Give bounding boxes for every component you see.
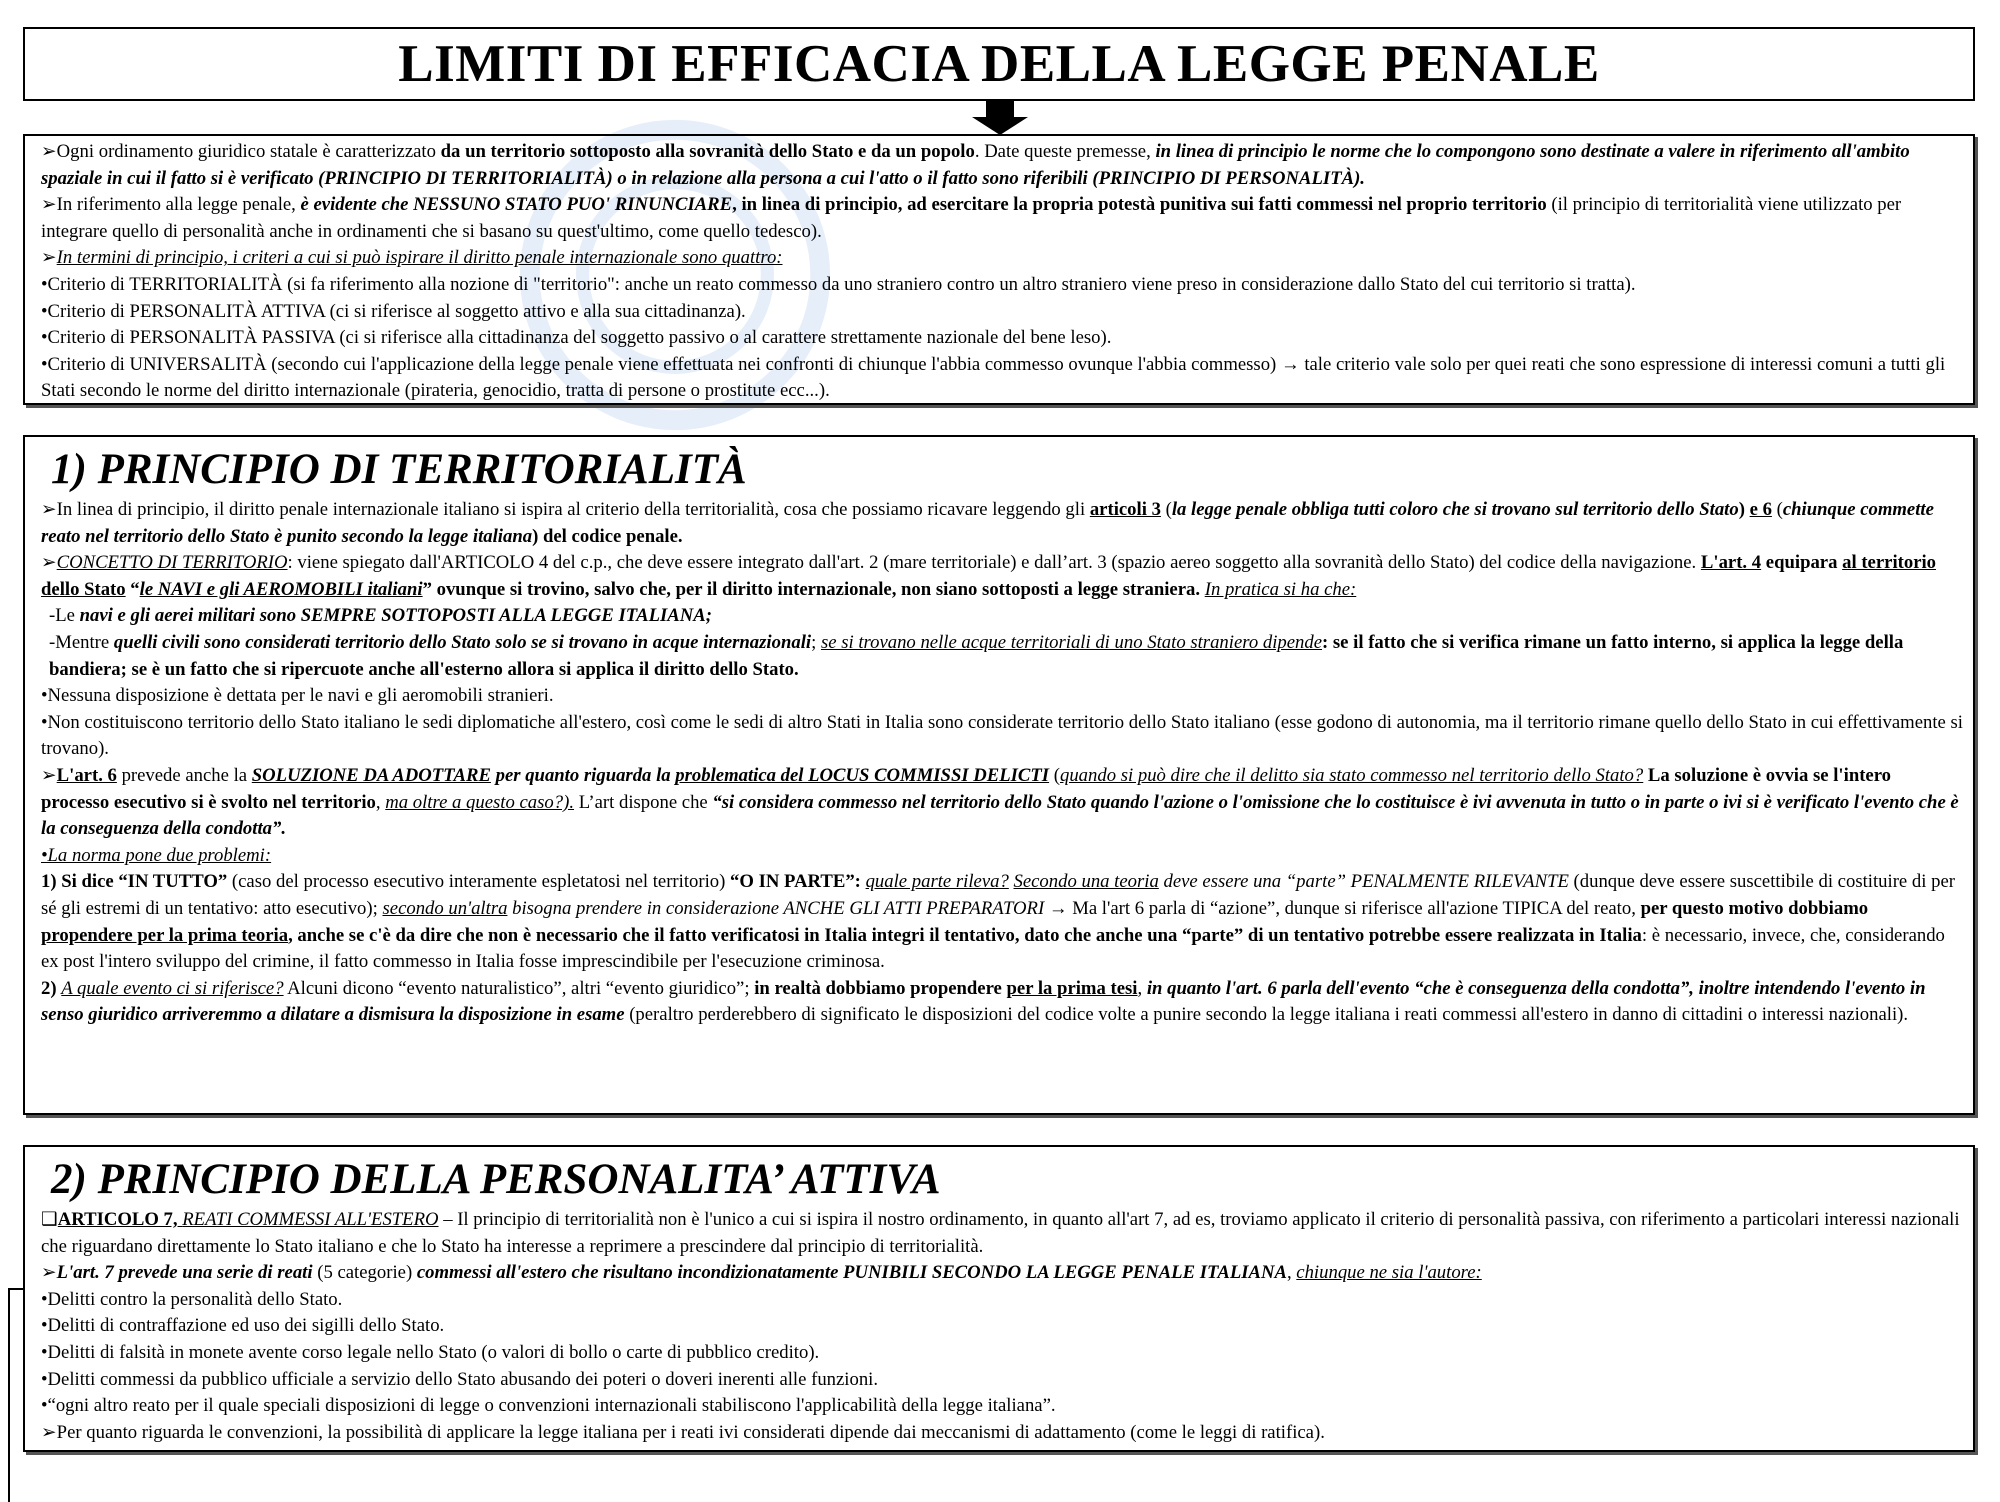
- text: da un territorio sottoposto alla sovranità dello Stato e da un popolo: [440, 141, 975, 162]
- section-heading: 1) PRINCIPIO DI TERRITORIALITÀ: [51, 446, 747, 493]
- pers-paragraph-3: [41, 1420, 1963, 1447]
- section-heading: 2) PRINCIPIO DELLA PERSONALITA’ ATTIVA: [51, 1156, 941, 1203]
- intro-paragraph-3: [41, 245, 1963, 272]
- text: ARTICOLO 7,: [57, 1209, 183, 1230]
- terr-dash-item-2: [41, 630, 1963, 683]
- text: ;: [811, 631, 821, 653]
- text: ): [1738, 499, 1750, 520]
- text: A quale evento ci si riferisce?: [61, 977, 284, 999]
- text: equipara: [1761, 552, 1843, 574]
- terr-bullet-1: •Nessuna disposizione è dettata per le navi e gli aeromobili stranieri.: [41, 685, 554, 707]
- text: per quanto riguarda la: [490, 764, 676, 786]
- text: In termini di principio, i criteri a cui si può ispirare il diritto penale internazionale sono quattro:: [56, 247, 783, 269]
- arrow-bullet-icon: ➢: [41, 764, 57, 786]
- terr-paragraph-3: [41, 763, 1963, 843]
- text: (dunque deve essere suscettibile di costituire di per sé gli estremi di un tentativo: atto esecutivo);: [41, 871, 1955, 919]
- text: → Ma l'art 6 parla di “azione”, dunque si riferisce all'azione TIPICA del reato,: [1044, 897, 1641, 919]
- text: se si trovano nelle acque territoriali di uno Stato straniero dipende: [820, 631, 1323, 653]
- text: L'art. 4: [1700, 552, 1762, 574]
- side-bracket-line: [8, 1288, 24, 1502]
- text: In riferimento alla legge penale,: [56, 194, 301, 216]
- pers-list-item: •Delitti di contraffazione ed uso dei sigilli dello Stato.: [41, 1315, 445, 1337]
- pers-paragraph-1: [41, 1207, 1963, 1260]
- terr-problem-1: [41, 869, 1963, 975]
- text: (peraltro perderebbero di significato le disposizioni del codice volte a punire secondo la legge italiana i reati commessi all'estero in danno di cittadini o interessi nazionali).: [624, 1004, 1909, 1026]
- text: ,: [375, 791, 386, 813]
- text: (il principio di territorialità viene utilizzato per integrare quello di personalità anche in ordinamenti che si basano su quest'ultimo, come quello tedesco).: [41, 194, 1902, 242]
- arrow-bullet-icon: ➢: [41, 1262, 57, 1284]
- arrow-bullet-icon: ➢: [41, 1421, 57, 1443]
- text: navi e gli aerei militari sono SEMPRE SOTTOPOSTI ALLA LEGGE ITALIANA;: [79, 605, 712, 627]
- text: In linea di principio, il diritto penale internazionale italiano si ispira al criterio della territorialità, cosa che possiamo ricavare leggendo gli: [56, 499, 1090, 520]
- pers-paragraph-2: [41, 1260, 1963, 1287]
- text: commessi all'estero che risultano incondizionatamente PUNIBILI SECONDO LA LEGGE PENALE ITALIANA: [416, 1262, 1287, 1284]
- text: ma oltre a questo caso?).: [385, 791, 575, 813]
- text: (: [1771, 499, 1783, 520]
- intro-paragraph-1: [41, 139, 1963, 192]
- text: , anche se c'è da dire che non è necessario che il fatto verificatosi in Italia integri il tentativo, dato che anche una “parte” di un tentativo potrebbe essere realizzata in Italia: [288, 924, 1642, 946]
- text: “si considera commesso nel territorio dello Stato quando l'azione o l'omissione che lo costituisce è ivi avvenuta in tutto o in parte o ivi si è verificato l'evento che è la conseguenza della condotta”.: [41, 791, 1959, 840]
- terr-dash-item-1: [41, 603, 1963, 630]
- text: , in linea di principio, ad esercitare la propria potestà punitiva sui fatti commessi nel proprio territorio: [732, 194, 1547, 216]
- box-bullet-icon: ❑: [41, 1209, 58, 1230]
- text: (: [1160, 499, 1172, 520]
- terr-paragraph-1: [41, 497, 1963, 550]
- pers-list-item: •“ogni altro reato per il quale speciali disposizioni di legge o convenzioni internazionali stabiliscono l'applicabilità della legge italiana”.: [41, 1395, 1056, 1417]
- pers-list-item: •Delitti commessi da pubblico ufficiale a servizio dello Stato abusando dei poteri o doveri inerenti alle funzioni.: [41, 1368, 879, 1390]
- text: le NAVI e gli AEROMOBILI italiani: [139, 578, 423, 600]
- text: -Le: [49, 605, 80, 627]
- text: è evidente che NESSUNO STATO PUO' RINUNCIARE: [300, 194, 733, 216]
- text: chiunque commette reato nel territorio dello Stato è punito secondo la legge italiana: [41, 499, 1934, 547]
- text: . Date queste premesse,: [974, 141, 1156, 162]
- text: L'art. 7 prevede una serie di reati: [56, 1262, 313, 1284]
- text: chiunque ne sia l'autore:: [1296, 1262, 1482, 1284]
- text: quando si può dire che il delitto sia stato commesso nel territorio dello Stato?: [1059, 764, 1644, 786]
- criterion-passive-personality: •Criterio di PERSONALITÀ PASSIVA (ci si riferisce alla cittadinanza del soggetto passivo o al carattere strettamente nazionale del bene leso).: [41, 327, 1112, 349]
- arrow-bullet-icon: ➢: [41, 552, 57, 574]
- text: problematica del LOCUS COMMISSI DELICTI: [675, 764, 1050, 786]
- pers-list-item: •Delitti di falsità in monete avente corso legale nello Stato (o valori di bollo o carte di pubblico credito).: [41, 1341, 820, 1363]
- arrow-bullet-icon: ➢: [41, 247, 57, 269]
- text: per questo motivo dobbiamo: [1640, 897, 1869, 919]
- text: (: [1049, 764, 1060, 786]
- text: “O IN PARTE”:: [730, 871, 866, 893]
- text: “: [125, 578, 140, 600]
- arrow-bullet-icon: ➢: [41, 194, 57, 216]
- text: articoli 3: [1089, 499, 1161, 520]
- terr-paragraph-2: [41, 550, 1963, 603]
- text: propendere per la prima teoria: [41, 924, 289, 946]
- text: quale parte rileva?: [865, 871, 1009, 893]
- text: in quanto l'art. 6 parla dell'evento “che è conseguenza della condotta”, inoltre intendendo l'evento in senso giuridico arriveremmo a dilatare a dismisura la disposizione in esame: [41, 977, 1926, 1026]
- text: per la prima tesi: [1006, 977, 1138, 999]
- text: (5 categorie): [312, 1262, 417, 1284]
- text: deve essere una “parte” PENALMENTE RILEVANTE: [1158, 871, 1569, 893]
- criterion-universality: [41, 352, 1963, 405]
- arrow-bullet-icon: ➢: [41, 499, 57, 520]
- text: bisogna prendere in considerazione ANCHE GLI ATTI PREPARATORI: [507, 897, 1045, 919]
- page-title: LIMITI DI EFFICACIA DELLA LEGGE PENALE: [398, 35, 1600, 93]
- arrow-bullet-icon: ➢: [41, 141, 57, 162]
- text: Secondo una teoria: [1013, 871, 1159, 893]
- text: L’art dispone che: [574, 791, 713, 813]
- text: CONCETTO DI TERRITORIO: [56, 552, 288, 574]
- text: e 6: [1749, 499, 1772, 520]
- title-box: [23, 27, 1975, 101]
- intro-section: [23, 134, 1975, 405]
- intro-paragraph-2: [41, 192, 1963, 245]
- text: : viene spiegato dall'ARTICOLO 4 del c.p., che deve essere integrato dall'art. 2 (mare territoriale) e dall’art. 3 (spazio aereo soggetto alla sovranità dello Stato) del codice della navigazione.: [287, 552, 1701, 574]
- down-arrow-icon: [968, 101, 1032, 135]
- text: Per quanto riguarda le convenzioni, la possibilità di applicare la legge italiana per i reati ivi considerati dipende dai meccanismi di adattamento (come le leggi di ratifica).: [56, 1421, 1325, 1443]
- terr-problem-2: [41, 976, 1963, 1029]
- criterion-active-personality: •Criterio di PERSONALITÀ ATTIVA (ci si riferisce al soggetto attivo e alla sua cittadinanza).: [41, 300, 746, 322]
- text: la legge penale obbliga tutti coloro che si trovano sul territorio dello Stato: [1171, 499, 1739, 520]
- terr-problems-label: •La norma pone due problemi:: [41, 844, 272, 866]
- text: ,: [1137, 977, 1147, 999]
- text: prevede anche la: [116, 764, 252, 786]
- terr-bullet-2: •Non costituiscono territorio dello Stato italiano le sedi diplomatiche all'estero, così come le sedi di altro Stati in Italia sono considerate territorio dello Stato italiano (esse godono di autonomia, ma il territorio rimane quello dello Stato in cui effettivamente si trovano).: [41, 711, 1963, 760]
- pers-list-item: •Delitti contro la personalità dello Stato.: [41, 1288, 343, 1310]
- text: 1) Si dice “IN TUTTO”: [41, 871, 228, 893]
- text: Ogni ordinamento giuridico statale è caratterizzato: [56, 141, 441, 162]
- text: : se il fatto che si verifica rimane un fatto interno, si applica la legge della bandiera; se è un fatto che si ripercuote anche all'esterno allora si applica il diritto dello Stato.: [49, 631, 1904, 680]
- text: In pratica si ha che:: [1204, 578, 1357, 600]
- text: ) del codice penale.: [532, 525, 683, 547]
- right-arrow-icon: →: [1280, 353, 1300, 375]
- text: – Il principio di territorialità non è l'unico a cui si ispira il nostro ordinamento, in quanto all'art 7, ad es, troviamo applicato il criterio di personalità passiva, con riferimento a particolari interessi nazionali che riguardano direttamente lo Stato italiano e che lo Stato ha interesse a reprimere a prescindere dal principio di territorialità.: [41, 1209, 1960, 1257]
- text: -Mentre: [49, 631, 114, 653]
- text: REATI COMMESSI ALL'ESTERO: [182, 1209, 439, 1230]
- text: (caso del processo esecutivo interamente espletatosi nel territorio): [227, 871, 731, 893]
- text: •Criterio di UNIVERSALITÀ (secondo cui l'applicazione della legge penale viene effettuata nei confronti di chiunque l'abbia commesso ovunque l'abbia commesso): [41, 353, 1281, 375]
- text: : è necessario, invece, che, considerando ex post l'intero sviluppo del crimine, il fatto commesso in Italia fosse imprescindibile per l'esecuzione criminosa.: [41, 924, 1945, 973]
- text: SOLUZIONE DA ADOTTARE: [251, 764, 491, 786]
- text: quelli civili sono considerati territorio dello Stato solo se si trovano in acque internazionali: [113, 631, 812, 653]
- criterion-territoriality: •Criterio di TERRITORIALITÀ (si fa riferimento alla nozione di "territorio": anche un reato commesso da uno straniero contro un altro straniero viene preso in considerazione dallo Stato del cui territorio si tratta).: [41, 273, 1636, 295]
- text: in realtà dobbiamo propendere: [754, 977, 1007, 999]
- text: 2): [41, 977, 62, 999]
- text: secondo un'altra: [382, 897, 508, 919]
- text: tale criterio vale solo per quei reati che sono espressione di interessi comuni a tutti gli Stati secondo le norme del diritto internazionale (pirateria, genocidio, tratta di persone o prostitute ecc...).: [41, 353, 1946, 402]
- text: ,: [1286, 1262, 1297, 1284]
- text: in linea di principio le norme che lo compongono sono destinate a valere in riferimento all'ambito spaziale in cui il fatto si è verificato (PRINCIPIO DI TERRITORIALITÀ) o in relazione alla persona a cui l'atto o il fatto sono riferibili (PRINCIPIO DI PERSONALITÀ).: [41, 141, 1910, 189]
- text: L'art. 6: [56, 764, 117, 786]
- text: Alcuni dicono “evento naturalistico”, altri “evento giuridico”;: [283, 977, 755, 999]
- text: La soluzione è ovvia se l'intero processo esecutivo si è svolto nel territorio: [41, 764, 1892, 813]
- text: ” ovunque si trovino, salvo che, per il diritto internazionale, non siano sottoposti a legge straniera.: [422, 578, 1205, 600]
- territoriality-section: [23, 435, 1975, 1115]
- active-personality-section: [23, 1145, 1975, 1452]
- text: al territorio dello Stato: [41, 552, 1937, 600]
